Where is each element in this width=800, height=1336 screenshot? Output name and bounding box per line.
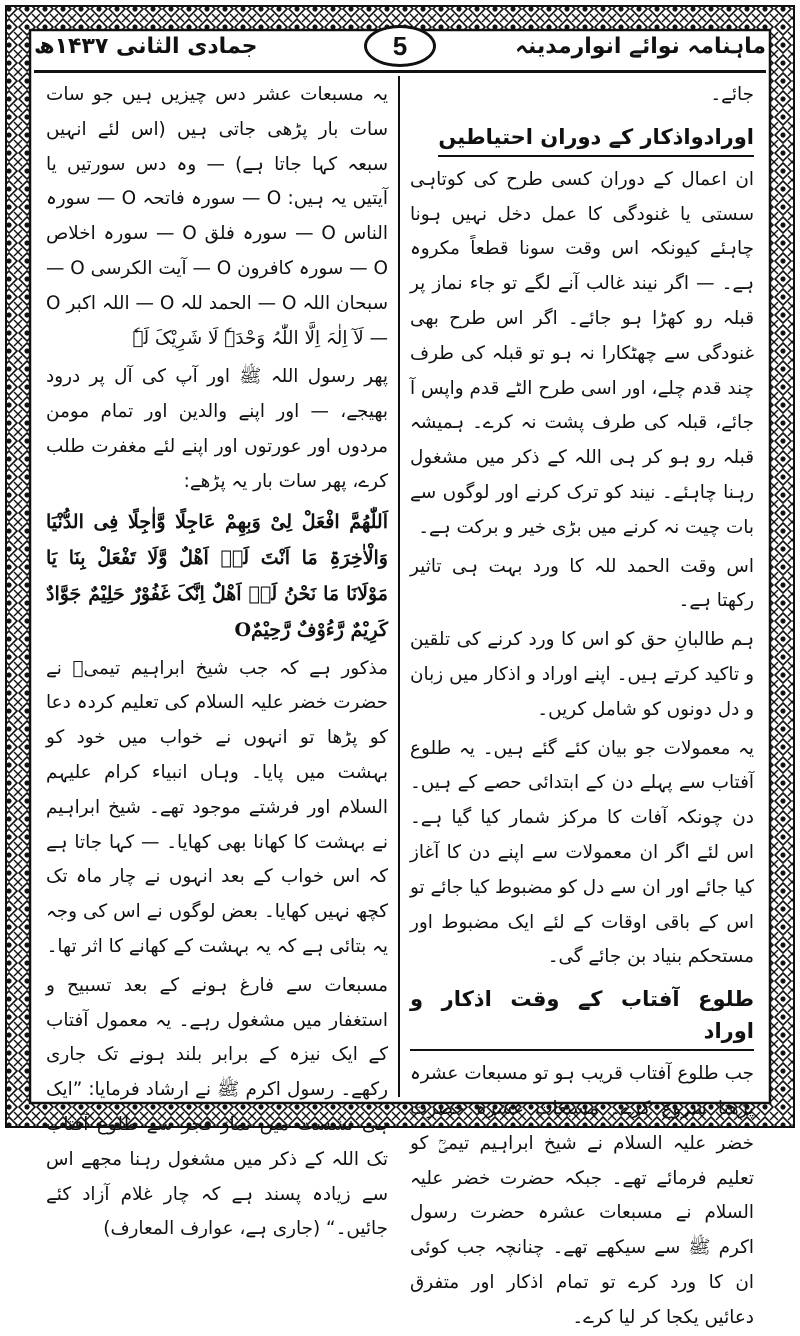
page-number: 5 — [392, 30, 408, 61]
left-column — [36, 76, 400, 1240]
section-heading-sunrise-adhkar: طلوع آفتاب کے وقت اذکار و اوراد — [410, 983, 754, 1051]
right-column — [400, 76, 764, 1328]
header-rule — [34, 70, 766, 73]
page-header — [34, 22, 766, 70]
arabic-dua: اَللّٰھُمَّ افْعَلْ لِیْ وَبِھِمْ عَاجِلًا وَّاٰجِلًا فِی الدُّنْیَا وَالْاٰخِرَۃِ مَا اَنْتَ لَہٗ اَھْلٌ وَّلَا تَفْعَلْ بِنَا یَا مَوْلَانَا مَا نَحْنُ لَہٗ اَھْلٌ اِنَّکَ غَفُوْرٌ حَلِیْمٌ جَوَّادٌ کَرِیْمٌ رَّءُوْفٌ رَّحِیْمٌO — [46, 510, 388, 641]
page-number-badge — [364, 25, 436, 67]
magazine-title: ماہنامہ نوائے انوارمدینہ — [515, 33, 766, 59]
left-paragraph-2: پھر رسول اللہ ﷺ اور آپ کی آل پر درود بھیجے، — اور اپنے والدین اور تمام مومن مردوں اور عورتوں اور اپنے لئے مغفرت طلب کرے، پھر سات بار یہ پڑھے: — [46, 366, 388, 492]
right-paragraph-3: ہم طالبانِ حق کو اس کا ورد کرنے کی تلقین و تاکید کرتے ہیں۔ اپنے اوراد و اذکار میں زبان و دل دونوں کو شامل کریں۔ — [410, 629, 754, 720]
left-paragraph-1: یہ مسبعات عشر دس چیزیں ہیں جو سات سات بار پڑھی جاتی ہیں (اس لئے انہیں سبعہ کہا جاتا ہے) — وہ دس سورتیں یا آیتیں یہ ہیں: O — سورہ فاتحہ O — سورہ الناس O — سورہ فلق O — سورہ اخلاص O — سورہ کافرون O — آیت الکرسی O — سبحان اللہ O — الحمد للہ O — اللہ اکبر O — لَآ اِلٰہَ اِلَّا اللّٰہُ وَحْدَہٗ لَا شَرِیْکَ لَہٗ — [46, 84, 389, 349]
right-paragraph-5: جب طلوع آفتاب قریب ہو تو مسبعات عشرہ پڑھنا شروع کرے۔ مسبعات عشرہ حضرت خضر علیہ السلام نے شیخ ابراہیم تیمیؒ کو تعلیم فرمائے تھے۔ جبکہ حضرت خضر علیہ السلام نے مسبعات عشرہ حضرت رسول اکرم ﷺ سے سیکھے تھے۔ چنانچہ جب کوئی ان کا ورد کرے تو تمام اذکار اور متفرق دعائیں یکجا کر لیا کرے۔ — [410, 1063, 754, 1328]
two-column-body — [36, 76, 764, 1328]
section-heading-precautions: اورادواذکار کے دوران احتیاطیں — [438, 121, 754, 157]
right-paragraph-2: اس وقت الحمد للہ کا ورد بہت ہی تاثیر رکھتا ہے۔ — [410, 555, 754, 612]
issue-date: جمادی الثانی ۱۴۳۷ھ — [34, 33, 258, 59]
left-paragraph-3: مذکور ہے کہ جب شیخ ابراہیم تیمیؒ نے حضرت خضر علیہ السلام کی تعلیم کردہ دعا کو پڑھا تو انہوں نے خواب میں خود کو بہشت میں پایا۔ وہاں انبیاء کرام علیہم السلام اور فرشتے موجود تھے۔ شیخ ابراہیم نے بہشت کا کھانا بھی کھایا۔ — کہا جاتا ہے کہ اس خواب کے بعد انہوں نے چار ماہ تک کچھ نہیں کھایا۔ بعض لوگوں نے اس کی وجہ یہ بتائی ہے کہ یہ بہشت کے کھانے کا اثر تھا۔ — [46, 657, 388, 957]
left-paragraph-4: مسبعات سے فارغ ہونے کے بعد تسبیح و استغفار میں مشغول رہے۔ یہ معمول آفتاب کے ایک نیزہ کے برابر بلند ہونے تک جاری رکھے۔ رسول اکرم ﷺ نے ارشاد فرمایا: ”ایک ہی نشست میں نماز فجر سے طلوع آفتاب تک اللہ کے ذکر میں مشغول رہنا مجھے اس سے زیادہ پسند ہے کہ چار غلام آزاد کئے جائیں۔“ (جاری ہے، عوارف المعارف) — [46, 974, 388, 1240]
right-paragraph-1: ان اعمال کے دوران کسی طرح کی کوتاہی سستی یا غنودگی کا عمل دخل نہیں ہونا چاہئے کیونکہ اس وقت سونا قطعاً مکروہ ہے۔ — اگر نیند غالب آنے لگے تو جاء نماز پر قبلہ رو کھڑا ہو جائے۔ اگر اس طرح بھی غنودگی سے چھٹکارا نہ ہو تو قبلہ کی طرف چند قدم چلے، اور اسی طرح الٹے قدم واپس آ جائے، قبلہ کی طرف پشت نہ کرے۔ ہمیشہ قبلہ رو ہو کر ہی اللہ کے ذکر میں مشغول رہنا چاہئے۔ نیند کو ترک کرنے اور لوگوں سے بات چیت نہ کرنے میں بڑی خیر و برکت ہے۔ — [410, 168, 754, 538]
right-paragraph-0: جائے۔ — [710, 84, 754, 105]
right-paragraph-4: یہ معمولات جو بیان کئے گئے ہیں۔ یہ طلوع آفتاب سے پہلے دن کے ابتدائی حصے کے ہیں۔ دن چونکہ آفات کا مرکز شمار کیا گیا ہے۔ اس لئے اگر ان معمولات سے اپنے دن کا آغاز کیا جائے اور ان سے دل کو مضبوط کیا جائے تو اس کے باقی اوقات کے لئے ایک مضبوط اور مستحکم بنیاد بن جائے گی۔ — [410, 737, 754, 968]
